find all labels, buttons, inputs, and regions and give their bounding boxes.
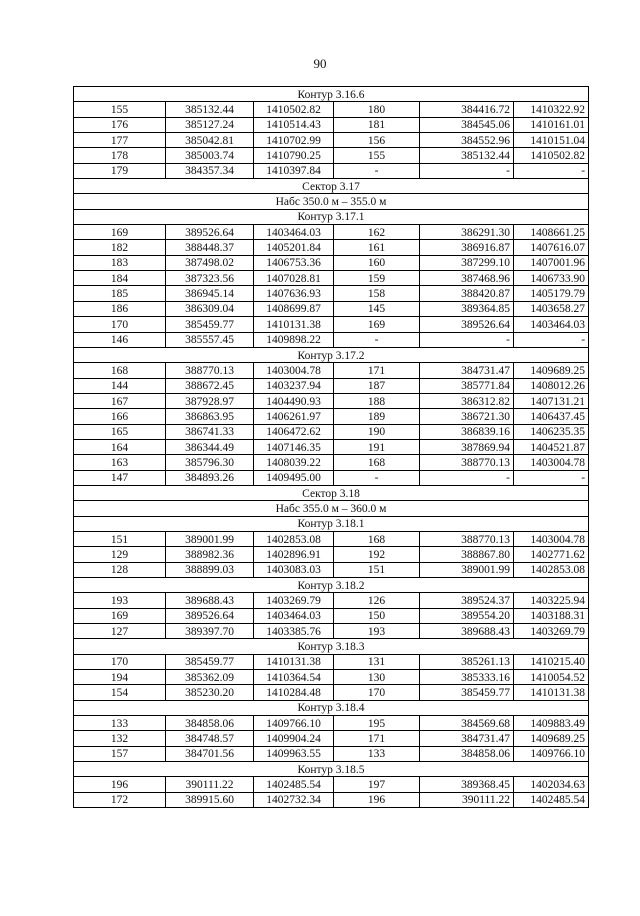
table-cell: 162: [334, 225, 420, 240]
table-cell: 384701.56: [166, 746, 254, 761]
table-cell: 179: [74, 163, 166, 178]
table-cell: 168: [334, 531, 420, 546]
section-header-row: [74, 639, 589, 654]
table-row: [74, 378, 589, 393]
table-cell: -: [514, 163, 589, 178]
table-row: [74, 746, 589, 761]
section-header: Контур 3.18.5: [74, 762, 589, 777]
table-cell: 384731.47: [420, 363, 514, 378]
table-cell: 1408699.87: [254, 301, 334, 316]
table-cell: 170: [74, 654, 166, 669]
table-cell: 156: [334, 133, 420, 148]
table-cell: 386916.87: [420, 240, 514, 255]
table-cell: 1410790.25: [254, 148, 334, 163]
table-cell: 384748.57: [166, 731, 254, 746]
table-cell: 196: [74, 777, 166, 792]
table-cell: 387869.94: [420, 439, 514, 454]
table-cell: 1409904.24: [254, 731, 334, 746]
table-cell: -: [334, 332, 420, 347]
table-cell: 1403464.03: [254, 608, 334, 623]
table-cell: 1407636.93: [254, 286, 334, 301]
table-cell: 384569.68: [420, 716, 514, 731]
coordinates-table: [73, 86, 589, 808]
table-cell: 193: [74, 593, 166, 608]
table-cell: 1403464.03: [514, 317, 589, 332]
table-cell: 191: [334, 439, 420, 454]
table-cell: 387299.10: [420, 255, 514, 270]
table-cell: 389526.64: [420, 317, 514, 332]
table-row: [74, 439, 589, 454]
table-cell: 1406753.36: [254, 255, 334, 270]
table-cell: 385771.84: [420, 378, 514, 393]
table-row: [74, 547, 589, 562]
table-cell: 1409766.10: [254, 716, 334, 731]
table-cell: 133: [74, 716, 166, 731]
table-cell: 178: [74, 148, 166, 163]
table-row: [74, 455, 589, 470]
table-cell: 385132.44: [166, 102, 254, 117]
table-row: [74, 716, 589, 731]
table-cell: 1409689.25: [514, 731, 589, 746]
table-cell: 1402485.54: [514, 792, 589, 807]
table-cell: 1409495.00: [254, 470, 334, 485]
table-cell: 386312.82: [420, 393, 514, 408]
table-cell: 1408039.22: [254, 455, 334, 470]
table-cell: 387323.56: [166, 271, 254, 286]
table-cell: 385230.20: [166, 685, 254, 700]
table-cell: 386309.04: [166, 301, 254, 316]
table-cell: 1410161.01: [514, 117, 589, 132]
section-header: Контур 3.17.2: [74, 347, 589, 362]
table-cell: 188: [334, 393, 420, 408]
table-cell: 387468.96: [420, 271, 514, 286]
table-row: [74, 317, 589, 332]
section-header: Контур 3.17.1: [74, 209, 589, 224]
table-cell: 182: [74, 240, 166, 255]
table-cell: 385557.45: [166, 332, 254, 347]
table-cell: 386741.33: [166, 424, 254, 439]
table-cell: 158: [334, 286, 420, 301]
table-cell: 1403237.94: [254, 378, 334, 393]
table-cell: 384552.96: [420, 133, 514, 148]
table-cell: 171: [334, 731, 420, 746]
table-cell: 1407146.35: [254, 439, 334, 454]
table-cell: 389001.99: [420, 562, 514, 577]
section-header-row: [74, 578, 589, 593]
table-cell: 127: [74, 624, 166, 639]
table-cell: 1410364.54: [254, 670, 334, 685]
section-header-row: [74, 700, 589, 715]
table-cell: 389524.37: [420, 593, 514, 608]
table-cell: 146: [74, 332, 166, 347]
table-cell: 155: [334, 148, 420, 163]
table-cell: 1407028.81: [254, 271, 334, 286]
table-row: [74, 363, 589, 378]
table-row: [74, 133, 589, 148]
table-cell: 193: [334, 624, 420, 639]
table-cell: 130: [334, 670, 420, 685]
table-cell: 1408661.25: [514, 225, 589, 240]
table-cell: 169: [334, 317, 420, 332]
table-row: [74, 424, 589, 439]
table-cell: 386721.30: [420, 409, 514, 424]
section-header-row: [74, 762, 589, 777]
table-cell: 172: [74, 792, 166, 807]
section-header: Контур 3.18.3: [74, 639, 589, 654]
table-cell: 147: [74, 470, 166, 485]
table-cell: 387928.97: [166, 393, 254, 408]
table-cell: 389526.64: [166, 225, 254, 240]
table-cell: 154: [74, 685, 166, 700]
table-cell: 386839.16: [420, 424, 514, 439]
table-row: [74, 102, 589, 117]
table-row: [74, 792, 589, 807]
section-header-row: [74, 209, 589, 224]
table-cell: 1403269.79: [514, 624, 589, 639]
table-cell: 385459.77: [166, 317, 254, 332]
table-cell: 386344.49: [166, 439, 254, 454]
table-cell: 386863.95: [166, 409, 254, 424]
table-row: [74, 731, 589, 746]
table-cell: 129: [74, 547, 166, 562]
section-header-row: [74, 516, 589, 531]
table-cell: 159: [334, 271, 420, 286]
table-cell: 183: [74, 255, 166, 270]
table-row: [74, 240, 589, 255]
table-cell: 155: [74, 102, 166, 117]
table-cell: 171: [334, 363, 420, 378]
table-row: [74, 777, 589, 792]
table-cell: 168: [74, 363, 166, 378]
table-cell: 170: [334, 685, 420, 700]
section-header-row: [74, 347, 589, 362]
table-cell: 384545.06: [420, 117, 514, 132]
table-row: [74, 332, 589, 347]
table-cell: 385003.74: [166, 148, 254, 163]
table-row: [74, 163, 589, 178]
table-cell: 1410131.38: [254, 317, 334, 332]
table-cell: 385459.77: [166, 654, 254, 669]
table-cell: 1403464.03: [254, 225, 334, 240]
section-header: Контур 3.16.6: [74, 87, 589, 102]
table-cell: 195: [334, 716, 420, 731]
table-cell: 385333.16: [420, 670, 514, 685]
table-cell: 1410215.40: [514, 654, 589, 669]
table-row: [74, 271, 589, 286]
table-row: [74, 225, 589, 240]
table-cell: 167: [74, 393, 166, 408]
table-cell: 1403004.78: [254, 363, 334, 378]
table-cell: 388770.13: [420, 531, 514, 546]
table-cell: 1404521.87: [514, 439, 589, 454]
table-cell: 126: [334, 593, 420, 608]
table-cell: 185: [74, 286, 166, 301]
table-cell: 1410322.92: [514, 102, 589, 117]
table-cell: 189: [334, 409, 420, 424]
table-cell: 1403004.78: [514, 455, 589, 470]
table-row: [74, 393, 589, 408]
table-cell: 389364.85: [420, 301, 514, 316]
table-cell: 1402771.62: [514, 547, 589, 562]
section-header-row: [74, 87, 589, 102]
table-cell: 176: [74, 117, 166, 132]
table-cell: 163: [74, 455, 166, 470]
table-cell: 1408012.26: [514, 378, 589, 393]
table-row: [74, 531, 589, 546]
table-cell: 384416.72: [420, 102, 514, 117]
table-cell: 184: [74, 271, 166, 286]
table-cell: 1406437.45: [514, 409, 589, 424]
table-row: [74, 409, 589, 424]
table-cell: 133: [334, 746, 420, 761]
table-cell: 1409898.22: [254, 332, 334, 347]
table-cell: 177: [74, 133, 166, 148]
table-cell: 388982.36: [166, 547, 254, 562]
table-cell: 389554.20: [420, 608, 514, 623]
table-row: [74, 654, 589, 669]
table-cell: 385042.81: [166, 133, 254, 148]
section-header-row: [74, 179, 589, 194]
table-cell: 169: [74, 225, 166, 240]
section-header: Набс 355.0 м – 360.0 м: [74, 501, 589, 516]
table-cell: 180: [334, 102, 420, 117]
table-cell: 386291.30: [420, 225, 514, 240]
table-cell: 187: [334, 378, 420, 393]
table-cell: 1402034.63: [514, 777, 589, 792]
table-cell: -: [420, 332, 514, 347]
section-header: Набс 350.0 м – 355.0 м: [74, 194, 589, 209]
page-number: 90: [313, 56, 327, 71]
table-row: [74, 255, 589, 270]
table-cell: 389368.45: [420, 777, 514, 792]
table-cell: 385796.30: [166, 455, 254, 470]
table-cell: 1410284.48: [254, 685, 334, 700]
table-cell: 190: [334, 424, 420, 439]
table-cell: 388770.13: [420, 455, 514, 470]
table-cell: 1402732.34: [254, 792, 334, 807]
table-cell: 389001.99: [166, 531, 254, 546]
table-cell: 385127.24: [166, 117, 254, 132]
table-cell: 157: [74, 746, 166, 761]
table-cell: 1410131.38: [254, 654, 334, 669]
section-header: Контур 3.18.1: [74, 516, 589, 531]
table-cell: -: [334, 163, 420, 178]
section-header-row: [74, 501, 589, 516]
table-cell: 1403385.76: [254, 624, 334, 639]
table-cell: 145: [334, 301, 420, 316]
table-cell: 192: [334, 547, 420, 562]
table-cell: 131: [334, 654, 420, 669]
table-cell: 1402485.54: [254, 777, 334, 792]
table-cell: 1406235.35: [514, 424, 589, 439]
table-row: [74, 470, 589, 485]
table-cell: 1402853.08: [514, 562, 589, 577]
table-row: [74, 624, 589, 639]
table-cell: 388770.13: [166, 363, 254, 378]
table-row: [74, 670, 589, 685]
table-cell: 388867.80: [420, 547, 514, 562]
table-cell: 384893.26: [166, 470, 254, 485]
table-cell: 151: [74, 531, 166, 546]
table-cell: 144: [74, 378, 166, 393]
table-cell: 389526.64: [166, 608, 254, 623]
table-cell: 170: [74, 317, 166, 332]
table-cell: 385132.44: [420, 148, 514, 163]
table-cell: 151: [334, 562, 420, 577]
section-header-row: [74, 194, 589, 209]
table-cell: 1410151.04: [514, 133, 589, 148]
table-cell: 1406261.97: [254, 409, 334, 424]
table-cell: 390111.22: [166, 777, 254, 792]
table-cell: 1403188.31: [514, 608, 589, 623]
table-cell: 132: [74, 731, 166, 746]
table-cell: 1406472.62: [254, 424, 334, 439]
table-row: [74, 593, 589, 608]
table-cell: 390111.22: [420, 792, 514, 807]
table-cell: 384858.06: [420, 746, 514, 761]
table-cell: 165: [74, 424, 166, 439]
table-row: [74, 301, 589, 316]
table-cell: 169: [74, 608, 166, 623]
table-cell: 1409689.25: [514, 363, 589, 378]
section-header: Сектор 3.17: [74, 179, 589, 194]
table-cell: 1406733.90: [514, 271, 589, 286]
section-header: Контур 3.18.2: [74, 578, 589, 593]
table-cell: 1405201.84: [254, 240, 334, 255]
table-cell: 1410054.52: [514, 670, 589, 685]
table-cell: 181: [334, 117, 420, 132]
table-cell: 1410502.82: [514, 148, 589, 163]
table-cell: 388448.37: [166, 240, 254, 255]
table-cell: 388899.03: [166, 562, 254, 577]
table-cell: 186: [74, 301, 166, 316]
table-cell: 384357.34: [166, 163, 254, 178]
table-cell: 196: [334, 792, 420, 807]
table-row: [74, 562, 589, 577]
table-row: [74, 117, 589, 132]
table-cell: 194: [74, 670, 166, 685]
table-cell: 388420.87: [420, 286, 514, 301]
table-row: [74, 286, 589, 301]
table-cell: 389688.43: [166, 593, 254, 608]
table-row: [74, 685, 589, 700]
table-cell: -: [514, 470, 589, 485]
table-cell: 389915.60: [166, 792, 254, 807]
table-cell: 1403658.27: [514, 301, 589, 316]
table-cell: 389688.43: [420, 624, 514, 639]
table-cell: 1410514.43: [254, 117, 334, 132]
table-cell: 160: [334, 255, 420, 270]
table-cell: 161: [334, 240, 420, 255]
table-cell: 197: [334, 777, 420, 792]
section-header: Сектор 3.18: [74, 485, 589, 500]
table-cell: -: [420, 163, 514, 178]
table-cell: 385362.09: [166, 670, 254, 685]
table-cell: 1403269.79: [254, 593, 334, 608]
table-cell: 1407131.21: [514, 393, 589, 408]
table-cell: 1403083.03: [254, 562, 334, 577]
table-row: [74, 148, 589, 163]
table-cell: 1405179.79: [514, 286, 589, 301]
table-cell: 385459.77: [420, 685, 514, 700]
table-cell: 1402853.08: [254, 531, 334, 546]
table-cell: 1410131.38: [514, 685, 589, 700]
table-cell: 1404490.93: [254, 393, 334, 408]
table-cell: 1403225.94: [514, 593, 589, 608]
table-cell: 389397.70: [166, 624, 254, 639]
table-cell: 388672.45: [166, 378, 254, 393]
table-cell: 150: [334, 608, 420, 623]
table-cell: 1407001.96: [514, 255, 589, 270]
section-header-row: [74, 485, 589, 500]
table-cell: 1410702.99: [254, 133, 334, 148]
table-cell: 1403004.78: [514, 531, 589, 546]
table-cell: 1410502.82: [254, 102, 334, 117]
table-cell: 384731.47: [420, 731, 514, 746]
table-cell: -: [420, 470, 514, 485]
table-row: [74, 608, 589, 623]
table-cell: 1409963.55: [254, 746, 334, 761]
table-cell: 1410397.84: [254, 163, 334, 178]
table-cell: 166: [74, 409, 166, 424]
table-cell: 387498.02: [166, 255, 254, 270]
table-cell: 1409883.49: [514, 716, 589, 731]
table-cell: 384858.06: [166, 716, 254, 731]
table-cell: 1409766.10: [514, 746, 589, 761]
table-cell: 1407616.07: [514, 240, 589, 255]
table-cell: 386945.14: [166, 286, 254, 301]
table-cell: 128: [74, 562, 166, 577]
table-cell: -: [334, 470, 420, 485]
section-header: Контур 3.18.4: [74, 700, 589, 715]
table-cell: 164: [74, 439, 166, 454]
table-cell: 1402896.91: [254, 547, 334, 562]
table-cell: -: [514, 332, 589, 347]
table-cell: 168: [334, 455, 420, 470]
table-cell: 385261.13: [420, 654, 514, 669]
